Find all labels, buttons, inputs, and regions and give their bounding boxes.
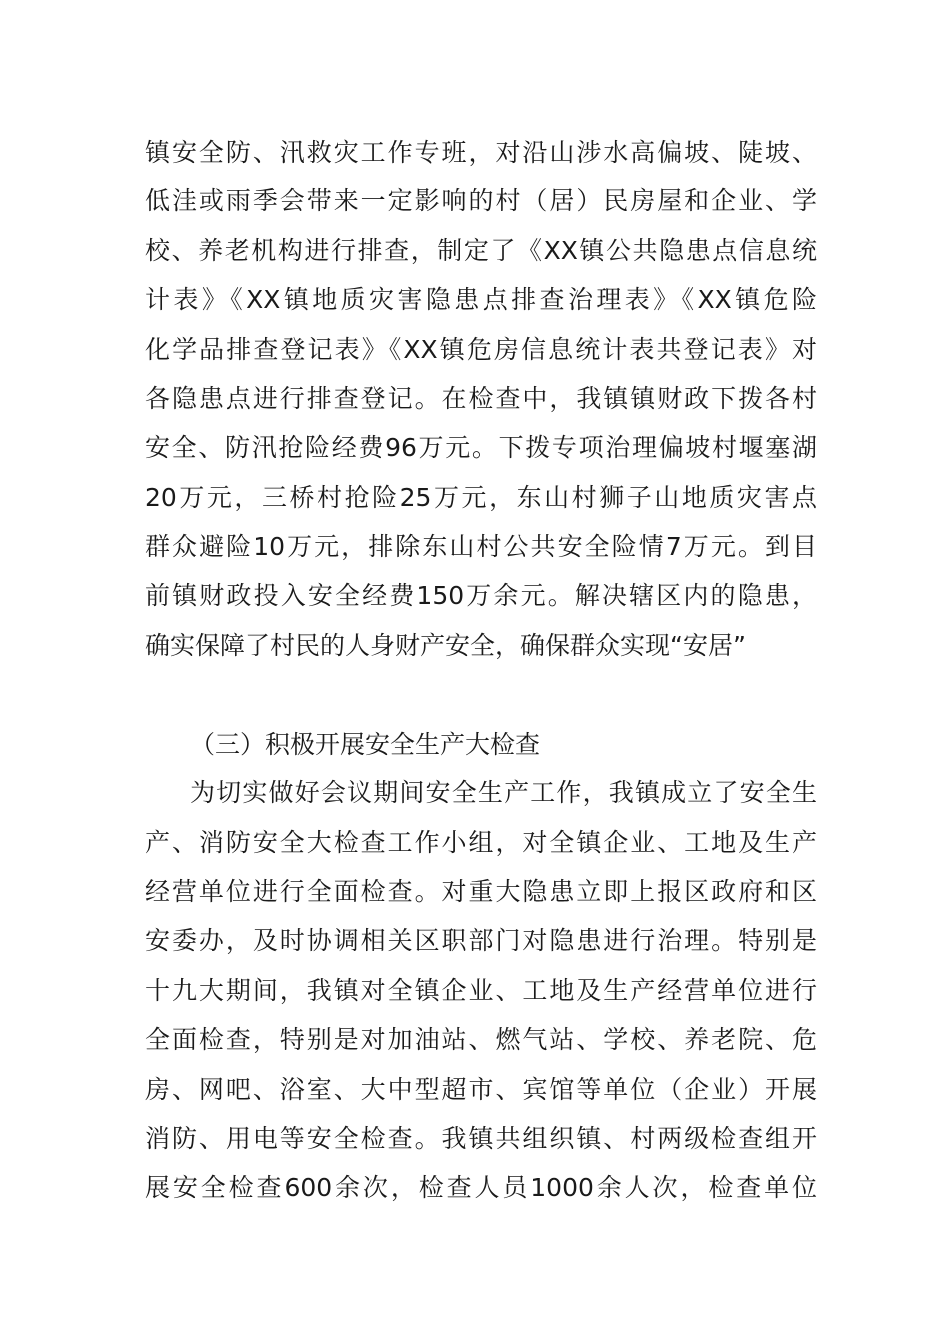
paragraph-1-line-11: 确实保障了村民的人身财产安全，确保群众实现“安居” bbox=[145, 631, 746, 660]
paragraph-1-line-2: 低洼或雨季会带来一定影响的村（居）民房屋和企业、学 bbox=[145, 186, 817, 215]
paragraph-2-line-2: 产、消防安全大检查工作小组，对全镇企业、工地及生产 bbox=[145, 828, 817, 857]
paragraph-1-line-10: 前镇财政投入安全经费150万余元。解决辖区内的隐患， bbox=[145, 581, 817, 610]
paragraph-1-line-9: 群众避险10万元，排除东山村公共安全险情7万元。到目 bbox=[145, 532, 817, 561]
paragraph-1-line-4: 计表》《XX镇地质灾害隐患点排查治理表》《XX镇危险 bbox=[145, 285, 817, 314]
paragraph-2-line-3: 经营单位进行全面检查。对重大隐患立即上报区政府和区 bbox=[145, 877, 817, 906]
paragraph-2-line-7: 房、网吧、浴室、大中型超市、宾馆等单位（企业）开展 bbox=[145, 1075, 817, 1104]
paragraph-2-line-9: 展安全检查600余次，检查人员1000余人次，检查单位 bbox=[145, 1173, 817, 1202]
paragraph-1-line-7: 安全、防汛抢险经费96万元。下拨专项治理偏坡村堰塞湖 bbox=[145, 433, 817, 462]
paragraph-1-line-5: 化学品排查登记表》《XX镇危房信息统计表共登记表》对 bbox=[145, 335, 817, 364]
section-heading: （三）积极开展安全生产大检查 bbox=[190, 730, 541, 759]
paragraph-2-line-5: 十九大期间，我镇对全镇企业、工地及生产经营单位进行 bbox=[145, 976, 817, 1005]
paragraph-1-line-1: 镇安全防、汛救灾工作专班，对沿山涉水高偏坡、陡坡、 bbox=[145, 138, 817, 167]
paragraph-2-line-1: 为切实做好会议期间安全生产工作，我镇成立了安全生 bbox=[190, 778, 817, 807]
paragraph-1-line-3: 校、养老机构进行排查，制定了《XX镇公共隐患点信息统 bbox=[145, 236, 817, 265]
paragraph-1-line-8: 20万元，三桥村抢险25万元，东山村狮子山地质灾害点 bbox=[145, 483, 817, 512]
paragraph-2-line-8: 消防、用电等安全检查。我镇共组织镇、村两级检查组开 bbox=[145, 1124, 817, 1153]
paragraph-2-line-6: 全面检查，特别是对加油站、燃气站、学校、养老院、危 bbox=[145, 1025, 817, 1054]
paragraph-2-line-4: 安委办，及时协调相关区职部门对隐患进行治理。特别是 bbox=[145, 926, 817, 955]
paragraph-1-line-6: 各隐患点进行排查登记。在检查中，我镇镇财政下拨各村 bbox=[145, 384, 817, 413]
